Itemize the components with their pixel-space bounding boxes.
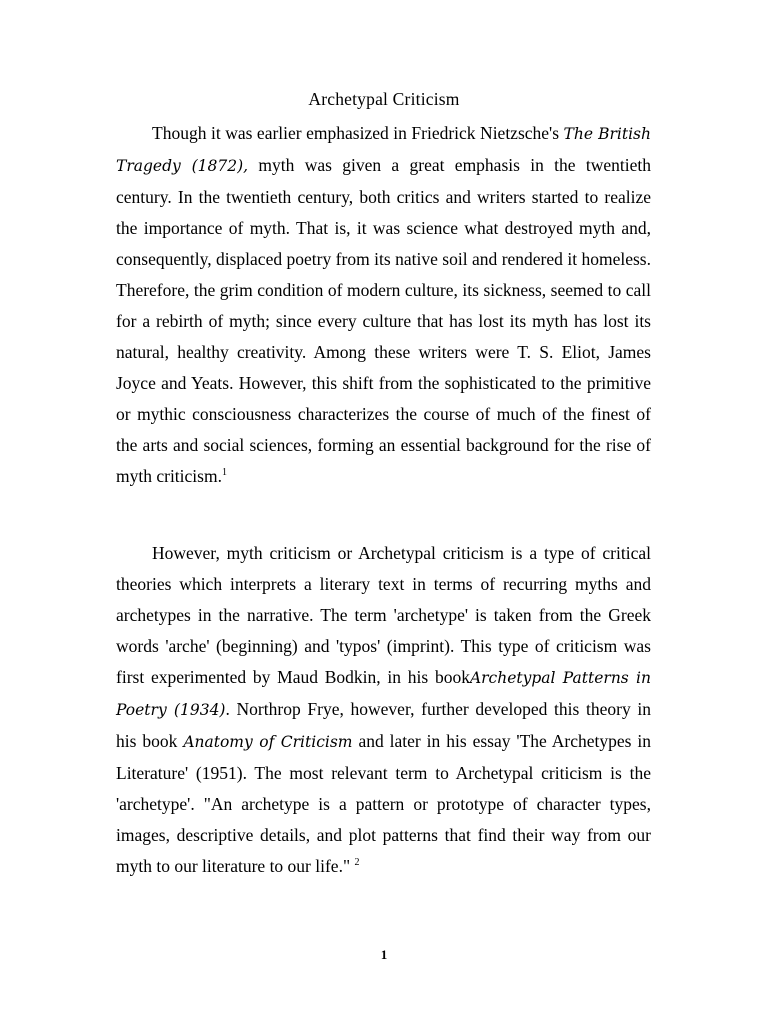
paragraph-1	[116, 118, 651, 492]
footnote-marker-1: 1	[221, 467, 227, 479]
italic-title-british-tragedy: The British Tragedy (1872),	[116, 125, 651, 175]
paragraph-2	[116, 538, 651, 882]
paragraph-1-text-a: Though it was earlier emphasized in Friedrick Nietzsche's	[152, 123, 564, 143]
footnote-marker-2: 2	[354, 857, 360, 869]
page-title: Archetypal Criticism	[308, 89, 460, 109]
paragraph-1-text-b: myth was given a great emphasis in the twentieth century. In the twentieth century, both critics and writers started to realize the importance of myth. That is, it was science what destroyed myth and, consequently, displaced poetry from its native soil and rendered it homeless. Therefore, the grim condition of modern culture, its sickness, seemed to call for a rebirth of myth; since every culture that has lost its myth has lost its natural, healthy creativity. Among these writers were T. S. Eliot, James Joyce and Yeats. However, this shift from the sophisticated to the primitive or mythic consciousness characterizes the course of much of the finest of the arts and social sciences, forming an essential background for the rise of myth criticism.	[116, 155, 651, 486]
paragraph-2-text-c: and later in his essay 'The Archetypes in Literature' (1951). The most relevant term to Archetypal criticism is the 'archetype'. "An archetype is a pattern or prototype of character types, images, descriptive details, and plot patterns that find their way from our myth to our literature to our life."	[116, 731, 651, 876]
paragraph-2-text-b: . Northrop Frye, however, further developed this theory in his book	[116, 699, 651, 751]
italic-title-archetypal-patterns: Archetypal Patterns in Poetry (1934)	[116, 669, 651, 719]
paragraph-2-text-a: However, myth criticism or Archetypal criticism is a type of critical theories which interprets a literary text in terms of recurring myths and archetypes in the narrative. The term 'archetype' is taken from the Greek words 'arche' (beginning) and 'typos' (imprint). This type of criticism was first experimented by Maud Bodkin, in his book	[116, 543, 651, 687]
page-number: 1	[380, 947, 388, 962]
italic-title-anatomy-of-criticism: Anatomy of Criticism	[183, 733, 353, 751]
